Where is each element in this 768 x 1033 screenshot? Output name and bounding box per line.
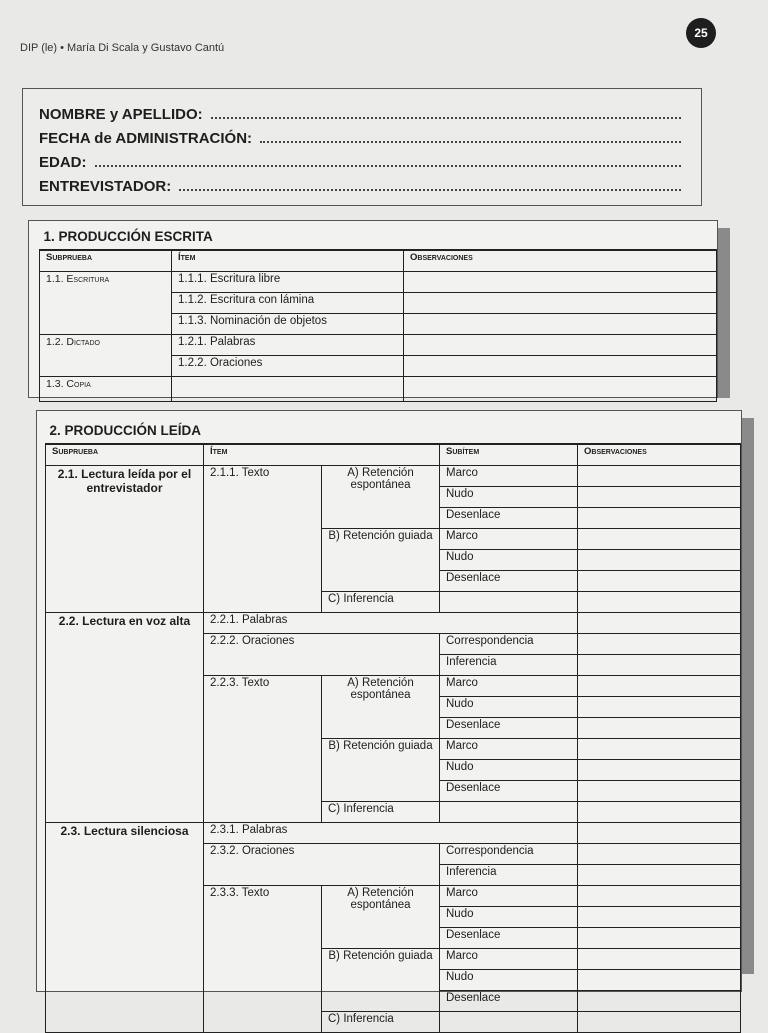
item-texto: 2.2.3. Texto	[204, 676, 322, 823]
subitem-desenlace: Desenlace	[440, 718, 578, 739]
subprueba-escritura: 1.1. Escritura	[40, 272, 172, 335]
item-nominacion: 1.1.3. Nominación de objetos	[172, 314, 404, 335]
subprueba-copia: 1.3. Copia	[40, 377, 172, 402]
subitem-desenlace: Desenlace	[440, 571, 578, 592]
subprueba-lectura-leida: 2.1. Lectura leída por el entrevistador	[46, 466, 204, 613]
obs-cell[interactable]	[404, 293, 717, 314]
obs-cell[interactable]	[404, 314, 717, 335]
obs-cell[interactable]	[578, 802, 741, 823]
col-observaciones: Observaciones	[578, 444, 741, 466]
produccion-escrita-table	[39, 227, 717, 402]
col-subprueba: Subprueba	[40, 250, 172, 272]
subitem-empty[interactable]	[440, 802, 578, 823]
item-oraciones: 2.3.2. Oraciones	[204, 844, 440, 886]
section2-title: 2. PRODUCCIÓN LEÍDA	[46, 421, 741, 444]
patient-info-box	[22, 88, 702, 206]
obs-cell[interactable]	[578, 571, 741, 592]
col-item: Ítem	[172, 250, 404, 272]
obs-cell[interactable]	[578, 739, 741, 760]
obs-cell[interactable]	[578, 760, 741, 781]
obs-cell[interactable]	[578, 844, 741, 865]
subitem-inferencia: Inferencia	[440, 655, 578, 676]
subprueba-lectura-voz-alta: 2.2. Lectura en voz alta	[46, 613, 204, 823]
obs-cell[interactable]	[578, 865, 741, 886]
age-label: EDAD:	[39, 154, 87, 171]
produccion-leida-table	[45, 421, 741, 1033]
section-produccion-leida	[36, 410, 742, 1025]
subitem-marco: Marco	[440, 886, 578, 907]
obs-cell[interactable]	[578, 466, 741, 487]
subitem-marco: Marco	[440, 529, 578, 550]
item-palabras: 2.3.1. Palabras	[204, 823, 578, 844]
obs-cell[interactable]	[404, 377, 717, 402]
item-palabras: 1.2.1. Palabras	[172, 335, 404, 356]
section-produccion-escrita	[28, 220, 718, 398]
subitem-desenlace: Desenlace	[440, 781, 578, 802]
obs-cell[interactable]	[578, 1012, 741, 1033]
subitem-inferencia: Inferencia	[440, 865, 578, 886]
obs-cell[interactable]	[578, 508, 741, 529]
obs-cell[interactable]	[578, 697, 741, 718]
subitem-marco: Marco	[440, 949, 578, 970]
subprueba-dictado: 1.2. Dictado	[40, 335, 172, 377]
col-subitem: Subítem	[440, 444, 578, 466]
subitem-marco: Marco	[440, 676, 578, 697]
subitem-nudo: Nudo	[440, 697, 578, 718]
retencion-espontanea: A) Retención espontánea	[322, 886, 440, 949]
obs-cell[interactable]	[578, 823, 741, 844]
obs-cell[interactable]	[404, 335, 717, 356]
age-field[interactable]	[39, 147, 685, 171]
subitem-desenlace: Desenlace	[440, 508, 578, 529]
item-oraciones: 1.2.2. Oraciones	[172, 356, 404, 377]
obs-cell[interactable]	[578, 718, 741, 739]
retencion-guiada: B) Retención guiada	[322, 529, 440, 592]
obs-cell[interactable]	[404, 272, 717, 293]
subitem-desenlace: Desenlace	[440, 928, 578, 949]
obs-cell[interactable]	[578, 550, 741, 571]
subitem-empty[interactable]	[440, 592, 578, 613]
subitem-desenlace: Desenlace	[440, 991, 578, 1012]
obs-cell[interactable]	[578, 529, 741, 550]
obs-cell[interactable]	[578, 655, 741, 676]
name-field[interactable]	[39, 99, 685, 123]
name-label: NOMBRE y APELLIDO:	[39, 106, 203, 123]
obs-cell[interactable]	[578, 676, 741, 697]
running-header: DIP (le) • María Di Scala y Gustavo Cantú	[20, 42, 225, 54]
subitem-nudo: Nudo	[440, 970, 578, 991]
obs-cell[interactable]	[578, 592, 741, 613]
inferencia-c: C) Inferencia	[322, 592, 440, 613]
subitem-nudo: Nudo	[440, 550, 578, 571]
obs-cell[interactable]	[578, 949, 741, 970]
date-field[interactable]	[39, 123, 685, 147]
retencion-guiada: B) Retención guiada	[322, 949, 440, 1012]
item-oraciones: 2.2.2. Oraciones	[204, 634, 440, 676]
obs-cell[interactable]	[578, 781, 741, 802]
obs-cell[interactable]	[578, 613, 741, 634]
page-number: 25	[686, 18, 716, 48]
item-texto: 2.1.1. Texto	[204, 466, 322, 613]
col-observaciones: Observaciones	[404, 250, 717, 272]
interviewer-label: ENTREVISTADOR:	[39, 178, 172, 195]
item-palabras: 2.2.1. Palabras	[204, 613, 578, 634]
subitem-marco: Marco	[440, 739, 578, 760]
subitem-marco: Marco	[440, 466, 578, 487]
item-escritura-lamina: 1.1.2. Escritura con lámina	[172, 293, 404, 314]
subprueba-lectura-silenciosa: 2.3. Lectura silenciosa	[46, 823, 204, 1033]
col-subprueba: Subprueba	[46, 444, 204, 466]
inferencia-c: C) Inferencia	[322, 1012, 440, 1033]
subitem-correspondencia: Correspondencia	[440, 844, 578, 865]
subitem-correspondencia: Correspondencia	[440, 634, 578, 655]
obs-cell[interactable]	[578, 970, 741, 991]
obs-cell[interactable]	[578, 928, 741, 949]
retencion-espontanea: A) Retención espontánea	[322, 676, 440, 739]
retencion-guiada: B) Retención guiada	[322, 739, 440, 802]
interviewer-field[interactable]	[39, 171, 685, 195]
item-copia[interactable]	[172, 377, 404, 402]
obs-cell[interactable]	[578, 634, 741, 655]
subitem-nudo: Nudo	[440, 907, 578, 928]
item-escritura-libre: 1.1.1. Escritura libre	[172, 272, 404, 293]
date-label: FECHA de ADMINISTRACIÓN:	[39, 130, 253, 147]
inferencia-c: C) Inferencia	[322, 802, 440, 823]
subitem-nudo: Nudo	[440, 760, 578, 781]
item-texto: 2.3.3. Texto	[204, 886, 322, 1033]
col-item: Ítem	[204, 444, 440, 466]
obs-cell[interactable]	[578, 886, 741, 907]
section1-title: 1. PRODUCCIÓN ESCRITA	[40, 227, 717, 250]
obs-cell[interactable]	[578, 907, 741, 928]
obs-cell[interactable]	[578, 487, 741, 508]
subitem-nudo: Nudo	[440, 487, 578, 508]
subitem-empty[interactable]	[440, 1012, 578, 1033]
obs-cell[interactable]	[578, 991, 741, 1012]
obs-cell[interactable]	[404, 356, 717, 377]
retencion-espontanea: A) Retención espontánea	[322, 466, 440, 529]
